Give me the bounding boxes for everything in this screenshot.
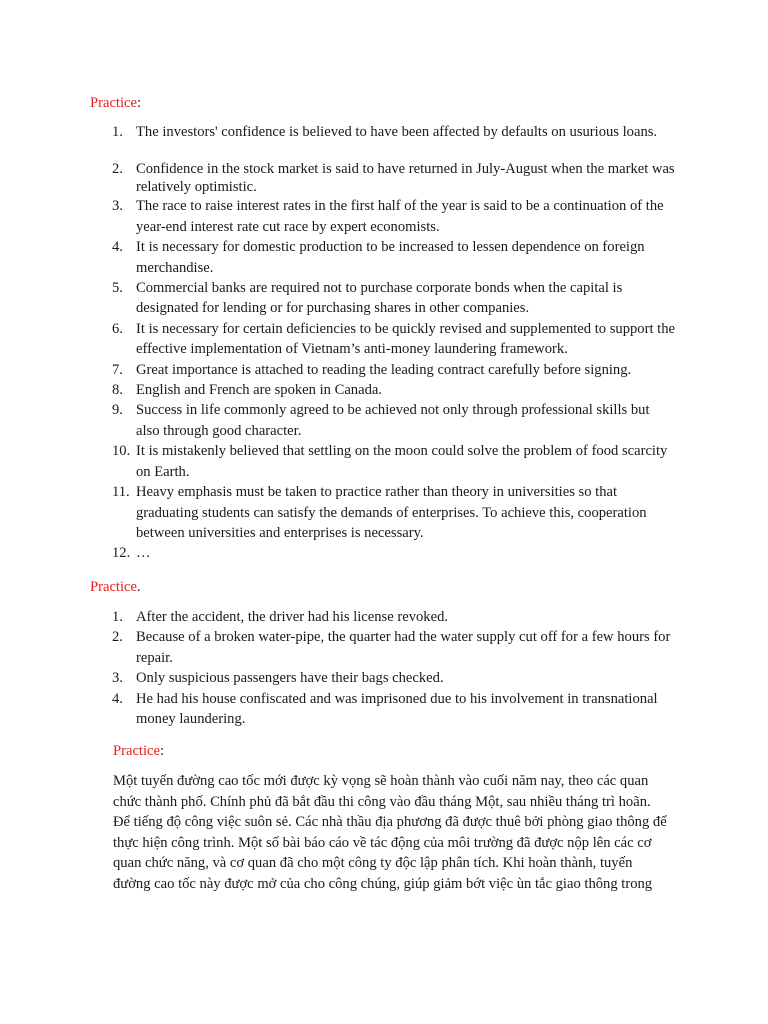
list-item-number: 10.: [112, 443, 131, 460]
list-item-number: 3.: [112, 198, 123, 215]
list-item-number: 1.: [112, 609, 123, 625]
section-2-heading-punct: .: [137, 579, 141, 595]
list-item-text: It is necessary for certain deficiencies to be quickly revised and supplemented to support the effective implementation of Vietnam’s anti-money laundering framework.: [136, 320, 675, 358]
list-item-text: Great importance is attached to reading the leading contract carefully before signing.: [136, 361, 632, 378]
list-item: [0, 160, 676, 196]
list-item-number: 2.: [112, 161, 123, 178]
section-1-list: [0, 122, 768, 564]
list-item-text: After the accident, the driver had his license revoked.: [136, 609, 449, 625]
list-item-number: 3.: [112, 670, 123, 687]
list-item: [0, 689, 676, 730]
list-item: [0, 668, 676, 688]
list-item: [0, 319, 676, 360]
list-item-text: Because of a broken water-pipe, the quarter had the water supply cut off for a few hours for repair.: [136, 629, 671, 666]
list-item-number: 8.: [112, 382, 123, 399]
section-3-heading: [113, 741, 164, 761]
list-item: [0, 122, 676, 142]
section-2-heading: [90, 577, 141, 597]
list-item: [0, 482, 676, 543]
list-item-number: 7.: [112, 361, 123, 378]
list-item: [0, 543, 676, 563]
list-item-number: 11.: [112, 484, 130, 501]
list-item-text: Commercial banks are required not to purchase corporate bonds when the capital is designated for lending or for purchasing shares in other companies.: [136, 280, 623, 317]
list-item-number: 6.: [112, 320, 123, 337]
list-item-text: …: [136, 545, 151, 562]
list-item: [0, 400, 676, 441]
list-item-text: It is necessary for domestic production to be increased to lessen dependence on foreign merchandise.: [136, 239, 645, 276]
list-item-text: Confidence in the stock market is said to have returned in July-August when the market was relatively optimistic.: [136, 161, 675, 196]
list-item: [0, 360, 676, 380]
section-3-heading-label: Practice: [113, 743, 160, 759]
list-item-number: 5.: [112, 280, 123, 297]
section-1-heading-label: Practice: [90, 95, 137, 111]
list-item: [0, 380, 676, 400]
section-2-heading-label: Practice: [90, 579, 137, 595]
list-item-number: 1.: [112, 124, 123, 140]
list-item-text: Heavy emphasis must be taken to practice rather than theory in universities so that graduating students can satisfy the demands of enterprises. To achieve this, cooperation between universities and enterprises is necessary.: [136, 484, 647, 541]
list-item-number: 9.: [112, 402, 123, 419]
list-item-text: Success in life commonly agreed to be achieved not only through professional skills but also through good character.: [136, 402, 650, 439]
vietnamese-paragraph: Một tuyến đường cao tốc mới được kỳ vọng sẽ hoàn thành vào cuối năm nay, theo các quan chức thành phố. Chính phủ đã bắt đầu thi công vào đầu tháng Một, sau nhiều tháng trì hoãn. Để tiếng độ công việc suôn sẻ. Các nhà thầu địa phương đã được thuê bởi phòng giao thông để thực hiện công trình. Một số bài báo cáo về tác động của môi trường đã được nộp lên các cơ quan chức năng, và cơ quan đã cho một công ty độc lập phân tích. Khi hoàn thành, tuyến đường cao tốc này được mở của cho công chúng, giúp giảm bớt việc ùn tắc giao thông trong: [113, 773, 667, 892]
list-item-text: The race to raise interest rates in the first half of the year is said to be a continuation of the year-end interest rate cut race by expert economists.: [136, 198, 664, 235]
list-item: [0, 237, 676, 278]
list-item-number: 4.: [112, 690, 123, 707]
list-item: [0, 278, 676, 319]
section-1-heading: [90, 93, 141, 113]
section-1-heading-punct: :: [137, 95, 142, 111]
list-item-text: Only suspicious passengers have their bags checked.: [136, 670, 444, 687]
list-item-number: 2.: [112, 629, 123, 646]
list-item-text: The investors' confidence is believed to have been affected by defaults on usurious loans.: [136, 124, 658, 140]
section-3-heading-punct: :: [160, 743, 165, 759]
list-item: [0, 607, 676, 627]
list-item: [0, 627, 676, 668]
list-item: [0, 196, 676, 237]
list-item-text: English and French are spoken in Canada.: [136, 382, 382, 399]
list-item-number: 4.: [112, 239, 123, 256]
list-item-number: 12.: [112, 545, 131, 562]
list-item-text: He had his house confiscated and was imprisoned due to his involvement in transnational money laundering.: [136, 690, 658, 728]
list-item: [0, 441, 676, 482]
list-item-text: It is mistakenly believed that settling on the moon could solve the problem of food scarcity on Earth.: [136, 443, 668, 480]
section-2-list: [0, 607, 768, 729]
